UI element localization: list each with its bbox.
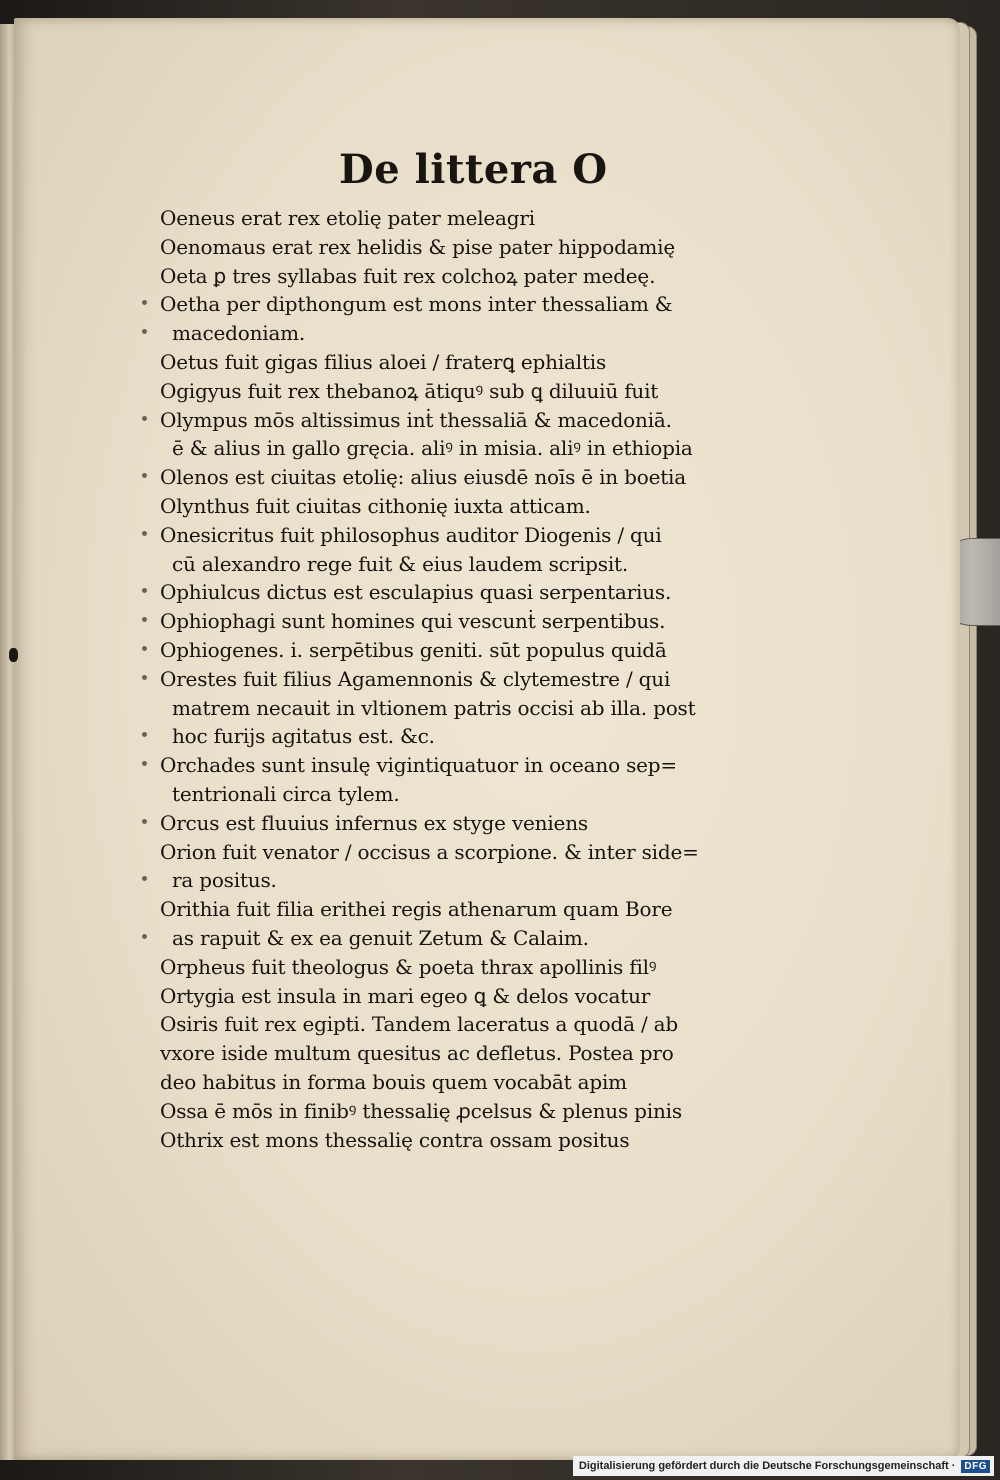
entry-line: Ortygia est insula in mari egeo ꝗ & delos vocatur [160,983,651,1008]
entry-line: Orion fuit venator / occisus a scorpione. & inter side= [160,839,699,864]
entry-line: Ogigyus fuit rex thebanoꝝ ātiquꝰ sub ꝗ diluuiū fuit [160,378,659,403]
digitization-credit [573,1456,994,1476]
margin-mark [142,617,147,622]
entry-line: Oetha per dipthongum est mons inter thessaliam & [160,290,760,319]
binding-mark [9,648,18,662]
margin-mark [142,646,147,651]
credit-text: Digitalisierung gefördert durch die Deutsche Forschungsgemeinschaft · [578,1460,956,1472]
entry-line: Oeneus erat rex etolię pater meleagri [160,206,535,230]
entry-line: Olenos est ciuitas etolię: alius eiusdē noīs ē in boetia [160,463,760,492]
entry-line: Orcus est fluuius infernus ex styge veniens [160,809,760,838]
entry-line: Olympus mōs altissimus inṫ thessaliā & macedoniā. [160,406,760,435]
page-heading: De littera O [339,146,608,193]
margin-mark [142,675,147,680]
entry-line: deo habitus in forma bouis quem vocabāt apim [160,1069,627,1094]
entry-line: ē & alius in gallo gręcia. aliꝰ in misia. aliꝰ in ethiopia [172,436,693,461]
margin-mark [142,416,147,421]
entry-line: Orestes fuit filius Agamennonis & clytemestre / qui [160,665,760,694]
margin-mark [142,819,147,824]
entry-line: as rapuit & ex ea genuit Zetum & Calaim. [160,924,760,953]
dfg-logo: DFG [961,1460,990,1473]
dictionary-entries [160,204,760,1154]
entry-line: Osiris fuit rex egipti. Tandem laceratus a quodā / ab [160,1012,678,1037]
margin-mark [142,329,147,334]
entry-line: Onesicritus fuit philosophus auditor Diogenis / qui [160,521,760,550]
entry-line: Ossa ē mōs in finibꝰ thessalię ꝓcelsus & plenus pinis [160,1098,682,1123]
entry-line: Olynthus fuit ciuitas cithonię iuxta atticam. [160,493,591,518]
margin-mark [142,588,147,593]
entry-line: ra positus. [160,866,760,895]
margin-mark [142,473,147,478]
entry-line: tentrionali circa tylem. [172,781,400,806]
entry-line: hoc furijs agitatus est. &c. [160,722,760,751]
entry-line: Othrix est mons thessalię contra ossam positus [160,1127,630,1152]
margin-mark [142,732,147,737]
entry-line: matrem necauit in vltionem patris occisi ab illa. post [172,695,696,720]
entry-line: Oetus fuit gigas filius aloei / fraterꝗ ephialtis [160,349,607,374]
entry-line: Oenomaus erat rex helidis & pise pater hippodamię [160,234,676,259]
entry-line: Ophiophagi sunt homines qui vescunṫ serpentibus. [160,607,760,636]
book-page [14,18,960,1460]
entry-line: Ophiogenes. i. serpētibus geniti. sūt populus quidā [160,636,760,665]
entry-line: cū alexandro rege fuit & eius laudem scripsit. [172,551,629,576]
entry-line: vxore iside multum quesitus ac defletus. Postea pro [160,1041,674,1066]
entry-line: macedoniam. [160,319,760,348]
margin-mark [142,761,147,766]
entry-line: Orithia fuit filia erithei regis athenarum quam Bore [160,897,673,922]
entry-line: Orpheus fuit theologus & poeta thrax apollinis filꝰ [160,954,657,979]
entry-line: Oeta ꝑ tres syllabas fuit rex colchoꝝ pater medeę. [160,263,656,288]
entry-line: Orchades sunt insulę vigintiquatuor in oceano sep= [160,751,760,780]
margin-mark [142,934,147,939]
margin-mark [142,531,147,536]
entry-line: Ophiulcus dictus est esculapius quasi serpentarius. [160,578,760,607]
margin-mark [142,876,147,881]
margin-mark [142,300,147,305]
